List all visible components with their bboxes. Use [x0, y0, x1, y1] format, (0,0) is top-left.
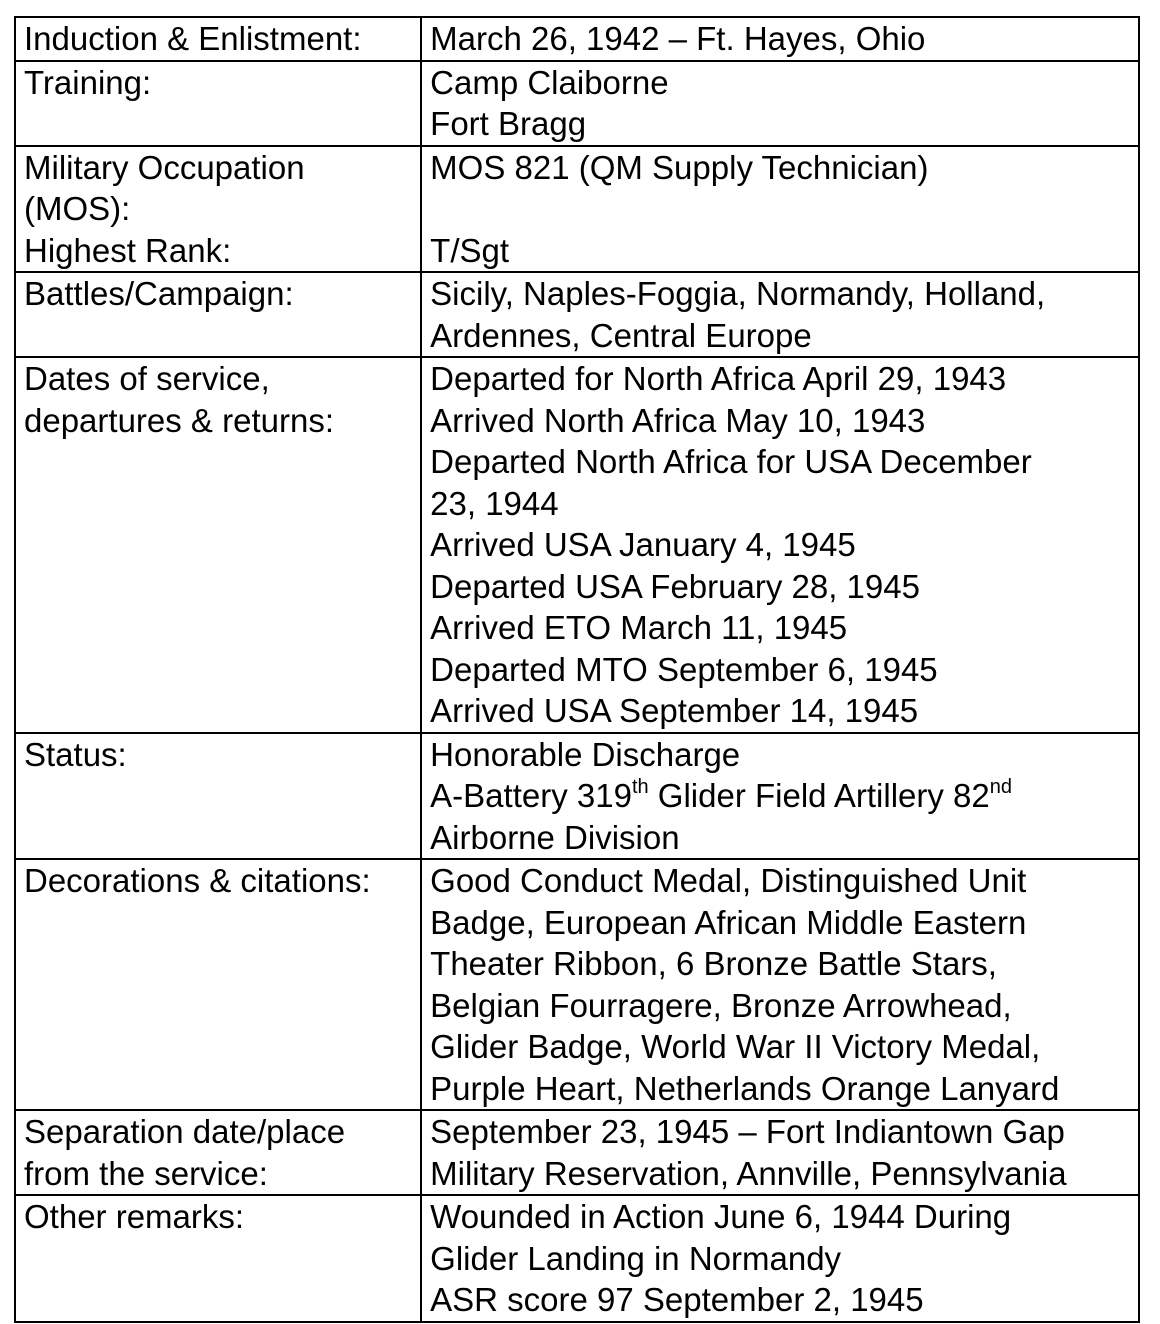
row-value	[421, 357, 1139, 733]
row-value-line: Theater Ribbon, 6 Bronze Battle Stars,	[430, 945, 997, 982]
row-label	[15, 1110, 421, 1195]
row-value-line: Ardennes, Central Europe	[430, 316, 812, 354]
row-label	[15, 146, 421, 273]
row-value-line: Glider Badge, World War II Victory Medal,	[430, 1028, 1041, 1065]
row-value-line: Airborne Division	[430, 818, 680, 856]
row-label	[15, 357, 421, 733]
row-value-line: Good Conduct Medal, Distinguished Unit	[430, 862, 1027, 899]
row-value-line: Military Reservation, Annville, Pennsylvania	[430, 1154, 1067, 1192]
row-value-line: Camp Claiborne	[430, 63, 669, 101]
table-row-induction	[15, 17, 1139, 61]
row-label	[15, 859, 421, 1110]
row-value	[421, 1195, 1139, 1322]
row-value-line: MOS 821 (QM Supply Technician)	[430, 148, 929, 186]
unit-middle: Glider Field Artillery 82	[648, 777, 990, 814]
row-value-line: Arrived USA January 4, 1945	[430, 526, 856, 563]
row-label	[15, 17, 421, 61]
row-label-line: Military Occupation	[24, 148, 305, 186]
row-label-line: Other remarks:	[24, 1198, 245, 1235]
row-value-line: Arrived USA September 14, 1945	[430, 692, 919, 729]
row-value-line: Fort Bragg	[430, 105, 587, 142]
table-row-battles	[15, 272, 1139, 357]
row-value-line: Departed North Africa for USA December	[430, 443, 1032, 480]
row-value	[421, 733, 1139, 860]
row-value-line: Glider Landing in Normandy	[430, 1239, 842, 1277]
unit-prefix: A-Battery 319	[430, 777, 632, 814]
row-value-line: March 26, 1942 – Ft. Hayes, Ohio	[430, 20, 926, 57]
row-value-line: T/Sgt	[430, 231, 510, 269]
row-label-line: Dates of service,	[24, 360, 270, 397]
table-row-dates	[15, 357, 1139, 733]
ordinal-suffix: nd	[989, 776, 1012, 798]
row-value-line: Departed MTO September 6, 1945	[430, 650, 938, 688]
row-label-line: Battles/Campaign:	[24, 275, 294, 312]
row-label	[15, 61, 421, 146]
row-value-line: Wounded in Action June 6, 1944 During	[430, 1198, 1012, 1235]
row-label-line: Highest Rank:	[24, 231, 232, 269]
row-value	[421, 17, 1139, 61]
table-row-mos	[15, 146, 1139, 273]
service-record-table	[14, 16, 1140, 1323]
table-row-remarks	[15, 1195, 1139, 1322]
row-value-line: 23, 1944	[430, 484, 559, 522]
row-value	[421, 1110, 1139, 1195]
row-value	[421, 146, 1139, 273]
row-value	[421, 859, 1139, 1110]
table-row-training	[15, 61, 1139, 146]
ordinal-suffix: th	[631, 776, 649, 798]
unit-line	[430, 775, 1134, 817]
row-value-line: Belgian Fourragere, Bronze Arrowhead,	[430, 986, 1012, 1024]
row-value-line: Arrived North Africa May 10, 1943	[430, 401, 926, 439]
blank-line	[430, 188, 1134, 230]
row-label-line: Separation date/place	[24, 1113, 346, 1150]
row-value-line: Purple Heart, Netherlands Orange Lanyard	[430, 1069, 1060, 1107]
row-label-line: Status:	[24, 735, 127, 773]
row-label-line: (MOS):	[24, 190, 131, 227]
row-value-line: Sicily, Naples-Foggia, Normandy, Holland,	[430, 275, 1046, 312]
row-value-line: Badge, European African Middle Eastern	[430, 903, 1027, 941]
table-row-decorations	[15, 859, 1139, 1110]
row-label	[15, 272, 421, 357]
row-value	[421, 272, 1139, 357]
row-label-line: Training:	[24, 63, 152, 101]
row-value-line: Honorable Discharge	[430, 735, 741, 773]
row-value	[421, 61, 1139, 146]
row-label-line: Induction & Enlistment:	[24, 20, 362, 57]
table-row-separation	[15, 1110, 1139, 1195]
row-value-line: Departed USA February 28, 1945	[430, 567, 920, 605]
row-label-line: from the service:	[24, 1154, 268, 1192]
row-label-line: Decorations & citations:	[24, 862, 371, 899]
table-row-status	[15, 733, 1139, 860]
row-value-line: Departed for North Africa April 29, 1943	[430, 360, 1007, 397]
row-label	[15, 733, 421, 860]
row-label-line: departures & returns:	[24, 401, 334, 439]
row-value-line: Arrived ETO March 11, 1945	[430, 609, 848, 646]
row-value-line: September 23, 1945 – Fort Indiantown Gap	[430, 1113, 1065, 1150]
row-value-line: ASR score 97 September 2, 1945	[430, 1281, 924, 1318]
row-label	[15, 1195, 421, 1322]
